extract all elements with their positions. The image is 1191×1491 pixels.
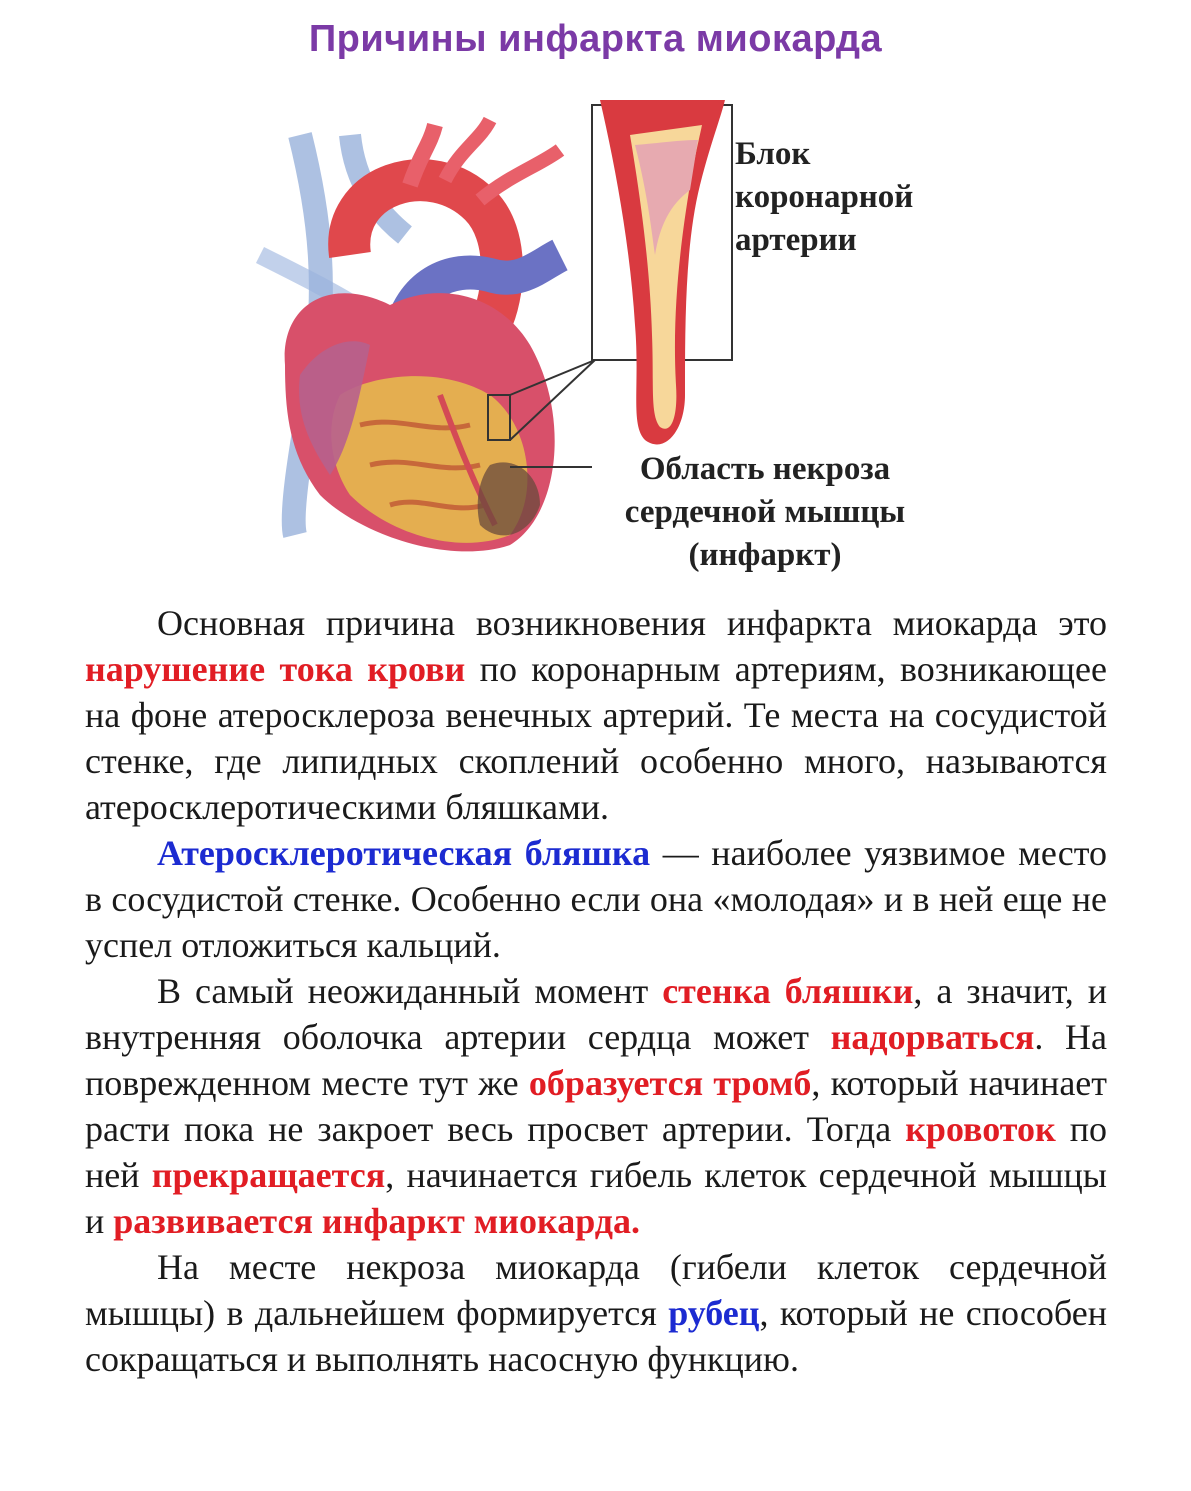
article-body <box>85 600 1107 1382</box>
text: В самый неожиданный момент <box>157 971 663 1011</box>
highlight: кровоток <box>905 1109 1056 1149</box>
text: , который не способен сокращаться и выполнять насосную функцию. <box>85 1293 1107 1379</box>
text: На месте некроза миокарда (гибели клеток сердечной мышцы) в дальнейшем формируется <box>85 1247 1107 1333</box>
text: . На поврежденном месте тут же <box>85 1017 1107 1103</box>
label-artery-block: Блок коронарной артерии <box>735 136 914 258</box>
highlight: образуется тромб <box>528 1063 812 1103</box>
heart-illustration <box>240 95 960 600</box>
text: Основная причина возникновения инфаркта миокарда это <box>157 603 1107 643</box>
text: — наиболее уязвимое место в сосудистой стенке. Особенно если она «молодая» и в ней еще не успел отложиться кальций. <box>85 833 1108 965</box>
highlight-term: Атеросклеротическая бляшка <box>157 833 651 873</box>
paragraph-1 <box>85 600 1107 830</box>
paragraph-4 <box>85 1244 1107 1382</box>
text: , который начинает расти пока не закроет весь просвет артерии. Тогда <box>85 1063 1108 1149</box>
highlight: нарушение тока крови <box>85 649 466 689</box>
paragraph-2 <box>85 830 1107 968</box>
page-title: Причины инфаркта миокарда <box>308 18 883 60</box>
highlight: развивается инфаркт миокарда. <box>113 1201 640 1241</box>
text: по коронарным артериям, возникающее на фоне атеросклероза венечных артерий. Те места на сосудистой стенке, где липидных скоплений особенно много, называются атеросклеротическими бляшками. <box>85 649 1107 827</box>
text: , а значит, и внутренняя оболочка артерии сердца может <box>85 971 1108 1057</box>
text: по ней <box>85 1109 1107 1195</box>
paragraph-3 <box>85 968 1107 1244</box>
highlight: стенка бляшки <box>662 971 914 1011</box>
highlight: надорваться <box>830 1017 1035 1057</box>
highlight-term: рубец <box>668 1293 760 1333</box>
highlight: прекращается <box>151 1155 386 1195</box>
text: , начинается гибель клеток сердечной мышцы и <box>85 1155 1107 1241</box>
label-necrosis: Область некроза сердечной мышцы (инфаркт) <box>624 451 906 573</box>
